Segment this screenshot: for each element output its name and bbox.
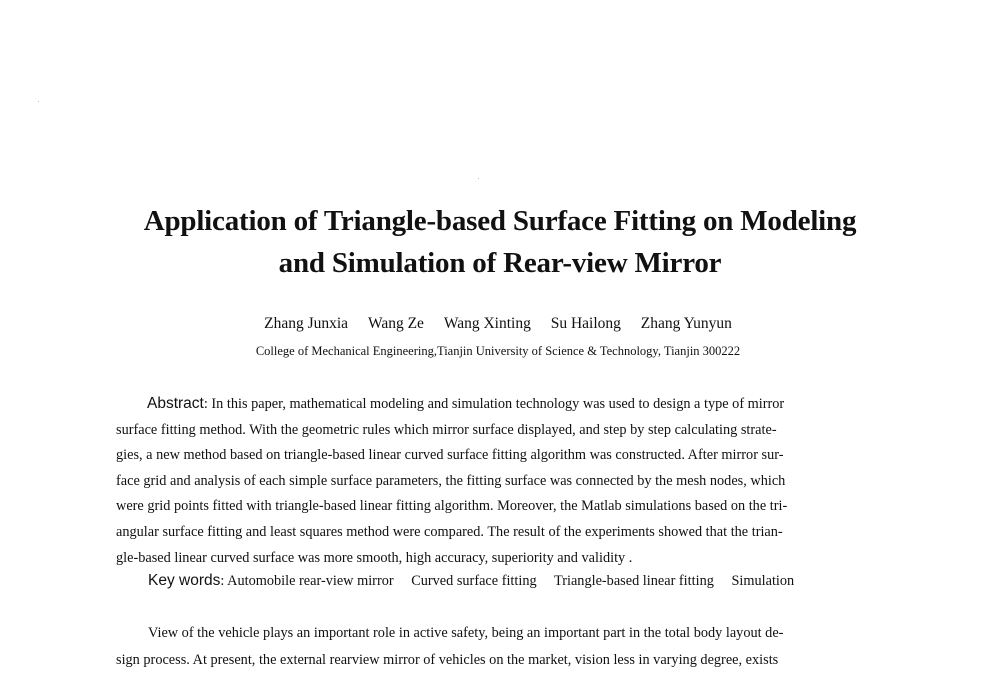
author-name: Wang Xinting [443, 315, 531, 332]
body-paragraph [116, 620, 884, 674]
keyword: Simulation [731, 573, 795, 589]
paper-title [0, 200, 1000, 284]
keyword: Curved surface fitting [411, 573, 537, 589]
abstract-label: Abstract [147, 395, 204, 412]
keywords-colon: : [220, 573, 225, 589]
abstract-line: gle-based linear curved surface was more smooth, high accuracy, superiority and validity . [116, 549, 633, 566]
keywords-label: Key words [148, 572, 221, 589]
abstract-line: were grid points fitted with triangle-based linear fitting algorithm. Moreover, the Matlab simulations based on the tri- [116, 498, 788, 515]
author-list [0, 313, 996, 335]
scan-speck [38, 101, 39, 102]
author-name: Zhang Yunyun [640, 315, 732, 332]
author-name: Wang Ze [367, 315, 424, 332]
abstract-line: gies, a new method based on triangle-based linear curved surface fitting algorithm was constructed. After mirror sur- [116, 447, 784, 464]
body-line: sign process. At present, the external rearview mirror of vehicles on the market, vision less in varying degree, exists [116, 652, 779, 668]
title-line: Application of Triangle-based Surface Fitting on Modeling [143, 205, 857, 237]
title-line: and Simulation of Rear-view Mirror [278, 247, 722, 279]
abstract-colon: : [203, 396, 208, 412]
keyword: Triangle-based linear fitting [553, 573, 714, 589]
abstract-line: surface fitting method. With the geometric rules which mirror surface displayed, and step by step calculating strate- [116, 421, 777, 438]
scan-speck [478, 178, 479, 179]
author-name: Zhang Junxia [264, 315, 349, 332]
affiliation: College of Mechanical Engineering,Tianjin University of Science & Technology, Tianjin 300222 [255, 344, 741, 358]
abstract-line [116, 391, 884, 418]
body-line: View of the vehicle plays an important role in active safety, being an important part in the total body layout de- [148, 625, 784, 641]
keyword: Automobile rear-view mirror [227, 573, 394, 589]
abstract-text: In this paper, mathematical modeling and simulation technology was used to design a type of mirror [211, 396, 785, 412]
abstract-block [116, 391, 884, 571]
author-name: Su Hailong [550, 315, 621, 332]
abstract-line: angular surface fitting and least squares method were compared. The result of the experiments showed that the trian- [116, 523, 783, 540]
abstract-line: face grid and analysis of each simple surface parameters, the fitting surface was connected by the mesh nodes, which [116, 472, 786, 489]
keywords-block [148, 569, 808, 593]
